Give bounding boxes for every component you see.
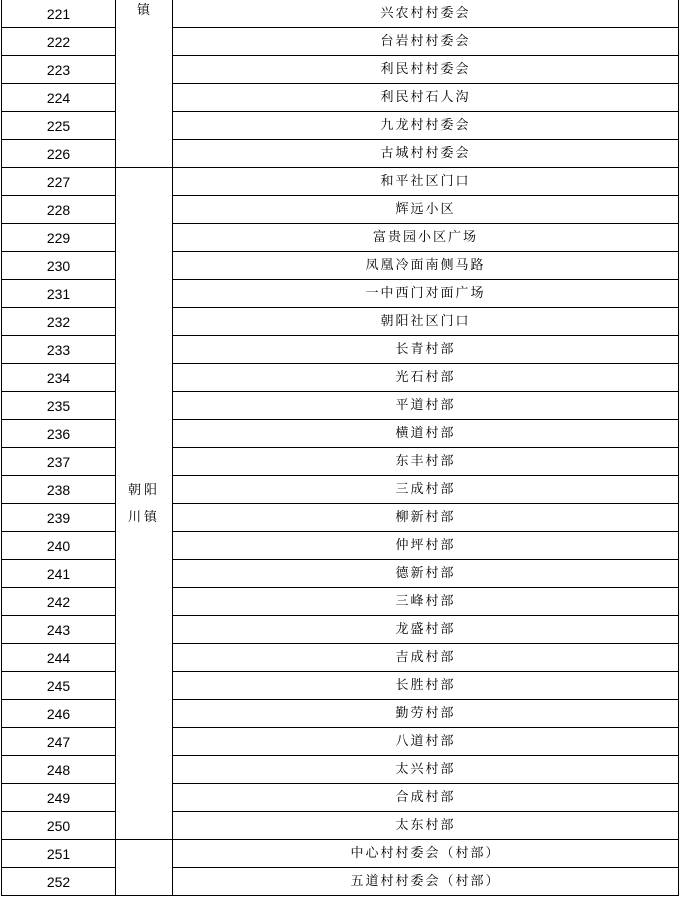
row-number: 250 bbox=[2, 812, 116, 840]
table-row bbox=[2, 728, 679, 756]
site-name: 东丰村部 bbox=[173, 448, 679, 476]
row-number: 242 bbox=[2, 588, 116, 616]
table-row bbox=[2, 672, 679, 700]
row-number: 249 bbox=[2, 784, 116, 812]
table-row bbox=[2, 784, 679, 812]
row-number: 248 bbox=[2, 756, 116, 784]
row-number: 238 bbox=[2, 476, 116, 504]
sites-table bbox=[1, 0, 679, 896]
row-number: 226 bbox=[2, 140, 116, 168]
table-row bbox=[2, 756, 679, 784]
table-row bbox=[2, 644, 679, 672]
site-name: 德新村部 bbox=[173, 560, 679, 588]
site-name: 仲坪村部 bbox=[173, 532, 679, 560]
sites-table-body bbox=[2, 0, 679, 896]
table-row bbox=[2, 560, 679, 588]
table-row bbox=[2, 112, 679, 140]
row-number: 237 bbox=[2, 448, 116, 476]
site-name: 长胜村部 bbox=[173, 672, 679, 700]
site-name: 柳新村部 bbox=[173, 504, 679, 532]
row-number: 239 bbox=[2, 504, 116, 532]
table-row bbox=[2, 252, 679, 280]
table-row bbox=[2, 448, 679, 476]
row-number: 243 bbox=[2, 616, 116, 644]
row-number: 246 bbox=[2, 700, 116, 728]
table-row bbox=[2, 392, 679, 420]
row-number: 224 bbox=[2, 84, 116, 112]
town-cell bbox=[116, 168, 173, 840]
table-row bbox=[2, 700, 679, 728]
site-name: 一中西门对面广场 bbox=[173, 280, 679, 308]
site-name: 和平社区门口 bbox=[173, 168, 679, 196]
table-row bbox=[2, 196, 679, 224]
site-name: 平道村部 bbox=[173, 392, 679, 420]
table-row bbox=[2, 616, 679, 644]
town-cell: 镇 bbox=[116, 0, 173, 168]
site-name: 太兴村部 bbox=[173, 756, 679, 784]
site-name: 龙盛村部 bbox=[173, 616, 679, 644]
table-row bbox=[2, 28, 679, 56]
site-name: 兴农村村委会 bbox=[173, 0, 679, 28]
row-number: 236 bbox=[2, 420, 116, 448]
site-name: 利民村石人沟 bbox=[173, 84, 679, 112]
site-name: 长青村部 bbox=[173, 336, 679, 364]
table-row bbox=[2, 336, 679, 364]
table-row bbox=[2, 420, 679, 448]
row-number: 225 bbox=[2, 112, 116, 140]
site-name: 台岩村村委会 bbox=[173, 28, 679, 56]
table-row bbox=[2, 868, 679, 896]
table-row bbox=[2, 476, 679, 504]
row-number: 234 bbox=[2, 364, 116, 392]
site-name: 古城村村委会 bbox=[173, 140, 679, 168]
site-name: 辉远小区 bbox=[173, 196, 679, 224]
table-row bbox=[2, 532, 679, 560]
row-number: 235 bbox=[2, 392, 116, 420]
row-number: 245 bbox=[2, 672, 116, 700]
table-row bbox=[2, 504, 679, 532]
site-name: 朝阳社区门口 bbox=[173, 308, 679, 336]
site-name: 勤劳村部 bbox=[173, 700, 679, 728]
site-name: 中心村村委会（村部） bbox=[173, 840, 679, 868]
row-number: 227 bbox=[2, 168, 116, 196]
site-name: 光石村部 bbox=[173, 364, 679, 392]
town-label-line: 川镇 bbox=[127, 509, 160, 525]
town-label-line: 朝阳 bbox=[127, 482, 160, 498]
row-number: 230 bbox=[2, 252, 116, 280]
site-name: 利民村村委会 bbox=[173, 56, 679, 84]
row-number: 252 bbox=[2, 868, 116, 896]
table-row bbox=[2, 84, 679, 112]
row-number: 222 bbox=[2, 28, 116, 56]
site-name: 五道村村委会（村部） bbox=[173, 868, 679, 896]
row-number: 251 bbox=[2, 840, 116, 868]
row-number: 247 bbox=[2, 728, 116, 756]
row-number: 233 bbox=[2, 336, 116, 364]
site-name: 凤凰冷面南侧马路 bbox=[173, 252, 679, 280]
row-number: 231 bbox=[2, 280, 116, 308]
table-row bbox=[2, 56, 679, 84]
site-name: 合成村部 bbox=[173, 784, 679, 812]
table-row bbox=[2, 280, 679, 308]
table-row bbox=[2, 140, 679, 168]
row-number: 244 bbox=[2, 644, 116, 672]
site-name: 八道村部 bbox=[173, 728, 679, 756]
row-number: 228 bbox=[2, 196, 116, 224]
site-name: 吉成村部 bbox=[173, 644, 679, 672]
row-number: 241 bbox=[2, 560, 116, 588]
table-row bbox=[2, 364, 679, 392]
row-number: 240 bbox=[2, 532, 116, 560]
table-row bbox=[2, 840, 679, 868]
site-name: 三峰村部 bbox=[173, 588, 679, 616]
site-name: 九龙村村委会 bbox=[173, 112, 679, 140]
table-row bbox=[2, 812, 679, 840]
site-name: 横道村部 bbox=[173, 420, 679, 448]
table-row bbox=[2, 168, 679, 196]
site-name: 富贵园小区广场 bbox=[173, 224, 679, 252]
town-cell bbox=[116, 840, 173, 896]
row-number: 223 bbox=[2, 56, 116, 84]
table-row bbox=[2, 0, 679, 28]
table-row bbox=[2, 308, 679, 336]
table-row bbox=[2, 224, 679, 252]
table-row bbox=[2, 588, 679, 616]
site-name: 三成村部 bbox=[173, 476, 679, 504]
row-number: 229 bbox=[2, 224, 116, 252]
row-number: 221 bbox=[2, 0, 116, 28]
row-number: 232 bbox=[2, 308, 116, 336]
site-name: 太东村部 bbox=[173, 812, 679, 840]
